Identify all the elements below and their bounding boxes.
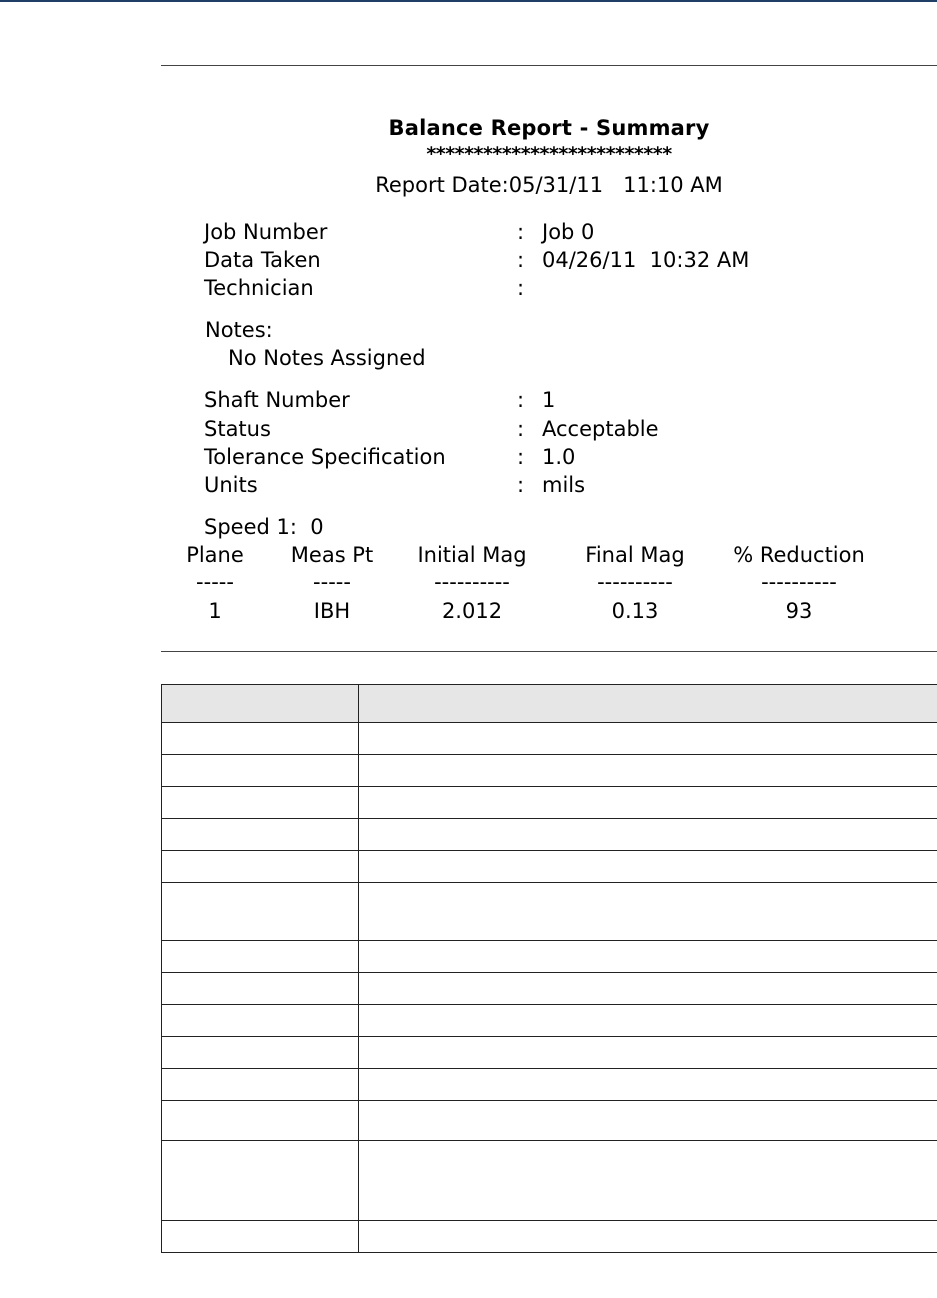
empty-grid-table <box>161 684 937 1253</box>
table-row <box>162 1069 937 1101</box>
table-cell <box>359 851 937 883</box>
job-number-value: Job 0 <box>542 220 595 244</box>
notes-value: No Notes Assigned <box>228 346 426 370</box>
job-number-colon: : <box>517 220 525 244</box>
shaft-number-colon: : <box>517 388 525 412</box>
table-row <box>162 1101 937 1141</box>
table-row <box>162 851 937 883</box>
tolerance-value: 1.0 <box>542 445 576 469</box>
table-cell <box>162 787 359 819</box>
table-cell <box>162 1101 359 1141</box>
table-row <box>162 787 937 819</box>
table-cell <box>359 1069 937 1101</box>
col-header-reduction: % Reduction <box>733 543 865 567</box>
cell-initial-mag: 2.012 <box>441 599 503 623</box>
table-row <box>162 973 937 1005</box>
col-dash-initial-mag: ---------- <box>434 570 510 594</box>
separator-bottom <box>161 651 937 652</box>
table-header-cell <box>359 685 937 723</box>
table-cell <box>359 1101 937 1141</box>
units-label: Units <box>204 473 258 497</box>
table-cell <box>359 819 937 851</box>
table-cell <box>162 1069 359 1101</box>
data-taken-value: 04/26/11 10:32 AM <box>542 248 750 272</box>
table-cell <box>162 1005 359 1037</box>
table-row <box>162 941 937 973</box>
job-number-label: Job Number <box>204 220 328 244</box>
table-cell <box>162 723 359 755</box>
shaft-number-value: 1 <box>542 388 556 412</box>
tolerance-colon: : <box>517 445 525 469</box>
col-dash-meas-pt: ----- <box>313 570 351 594</box>
data-taken-label: Data Taken <box>204 248 321 272</box>
table-cell <box>162 851 359 883</box>
col-dash-plane: ----- <box>196 570 234 594</box>
status-value: Acceptable <box>542 417 659 441</box>
table-cell <box>162 973 359 1005</box>
status-colon: : <box>517 417 525 441</box>
report-title-underline: ************************** <box>426 143 672 165</box>
table-cell <box>359 1141 937 1221</box>
table-cell <box>359 787 937 819</box>
col-header-plane: Plane <box>186 543 244 567</box>
col-header-initial-mag: Initial Mag <box>417 543 527 567</box>
table-cell <box>162 941 359 973</box>
table-cell <box>359 973 937 1005</box>
speed-label: Speed 1: 0 <box>204 515 324 539</box>
data-taken-colon: : <box>517 248 525 272</box>
tolerance-label: Tolerance Specification <box>204 445 446 469</box>
table-cell <box>359 755 937 787</box>
table-row <box>162 1037 937 1069</box>
notes-label: Notes: <box>205 318 273 342</box>
table-header-row <box>162 685 937 723</box>
table-cell <box>359 883 937 941</box>
table-row <box>162 883 937 941</box>
table-cell <box>359 1037 937 1069</box>
units-value: mils <box>542 473 586 497</box>
table-row <box>162 723 937 755</box>
table-cell <box>359 1005 937 1037</box>
table-row <box>162 755 937 787</box>
table-cell <box>162 1037 359 1069</box>
table-cell <box>162 1221 359 1253</box>
status-label: Status <box>204 417 271 441</box>
balance-report-screenshot <box>161 66 937 651</box>
table-row <box>162 1141 937 1221</box>
col-header-final-mag: Final Mag <box>585 543 685 567</box>
table-cell <box>359 941 937 973</box>
col-dash-reduction: ---------- <box>761 570 837 594</box>
table-row <box>162 1005 937 1037</box>
cell-plane: 1 <box>208 599 222 623</box>
report-title: Balance Report - Summary <box>388 116 710 140</box>
table-cell <box>359 1221 937 1253</box>
table-cell <box>162 755 359 787</box>
cell-reduction: 93 <box>785 599 813 623</box>
units-colon: : <box>517 473 525 497</box>
cell-final-mag: 0.13 <box>611 599 659 623</box>
col-header-meas-pt: Meas Pt <box>290 543 374 567</box>
table-row <box>162 1221 937 1253</box>
col-dash-final-mag: ---------- <box>597 570 673 594</box>
table-header-cell <box>162 685 359 723</box>
table-cell <box>359 723 937 755</box>
table-cell <box>162 883 359 941</box>
report-date: Report Date:05/31/11 11:10 AM <box>375 173 723 197</box>
top-rule <box>0 0 937 2</box>
shaft-number-label: Shaft Number <box>204 388 350 412</box>
table-cell <box>162 819 359 851</box>
technician-label: Technician <box>204 276 314 300</box>
table-row <box>162 819 937 851</box>
cell-meas-pt: IBH <box>313 599 351 623</box>
table-cell <box>162 1141 359 1221</box>
technician-colon: : <box>517 276 525 300</box>
